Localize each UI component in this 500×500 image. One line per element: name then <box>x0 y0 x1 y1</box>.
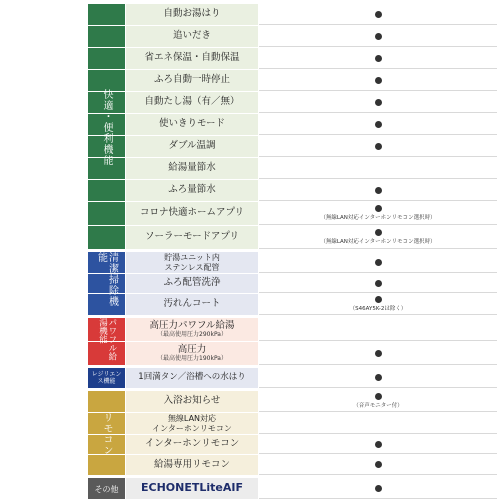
feature-label: 汚れんコート <box>126 294 259 315</box>
category-comfort-label: 快適・便利機能 <box>101 88 112 166</box>
available-dot-icon <box>375 99 382 106</box>
available-dot-icon <box>375 229 382 236</box>
available-dot-icon <box>375 11 382 18</box>
table-row <box>88 114 497 136</box>
available-dot-icon <box>375 33 382 40</box>
available-dot-icon <box>375 77 382 84</box>
value-cell <box>259 413 497 434</box>
table-row <box>88 4 497 26</box>
table-row <box>88 26 497 48</box>
feature-label: ふろ自動一時停止 <box>126 70 259 91</box>
value-cell <box>259 478 497 499</box>
feature-label: 自動お湯はり <box>126 4 259 25</box>
value-cell <box>259 391 497 412</box>
available-dot-icon <box>375 280 382 287</box>
feature-label: 高圧力パワフル給湯 （最高使用圧力290kPa） <box>126 318 259 341</box>
table-row <box>88 318 497 342</box>
value-cell <box>259 294 497 315</box>
value-cell <box>259 114 497 135</box>
available-dot-icon <box>375 485 382 492</box>
feature-label: コロナ快適ホームアプリ <box>126 202 259 225</box>
category-power-label: パワフル給湯機能 <box>97 318 117 361</box>
table-row <box>88 368 497 389</box>
available-dot-icon <box>375 259 382 266</box>
value-cell <box>259 455 497 475</box>
value-cell <box>259 4 497 25</box>
value-cell <box>259 318 497 341</box>
available-dot-icon <box>375 374 382 381</box>
available-dot-icon <box>375 350 382 357</box>
available-dot-icon <box>375 143 382 150</box>
value-cell <box>259 26 497 47</box>
value-cell <box>259 158 497 179</box>
feature-label <box>126 478 259 499</box>
table-row <box>88 180 497 202</box>
value-cell <box>259 48 497 69</box>
feature-label: 無線LAN対応 インターホンリモコン <box>126 413 259 434</box>
category-other-label: その他 <box>94 484 119 494</box>
table-row <box>88 342 497 366</box>
value-cell <box>259 274 497 293</box>
feature-label: 自動たし湯（有／無） <box>126 92 259 113</box>
feature-label: ダブル温調 <box>126 136 259 157</box>
table-row <box>88 136 497 158</box>
table-row <box>88 435 497 455</box>
table-row <box>88 294 497 316</box>
value-cell <box>259 202 497 225</box>
available-dot-icon <box>375 55 382 62</box>
feature-label: 給湯量節水 <box>126 158 259 179</box>
value-cell <box>259 226 497 249</box>
table-row <box>88 202 497 226</box>
value-cell <box>259 136 497 157</box>
table-row <box>88 252 497 274</box>
available-dot-icon <box>375 393 382 400</box>
table-row <box>88 48 497 70</box>
feature-label: 使いきりモード <box>126 114 259 135</box>
table-row <box>88 455 497 476</box>
category-cleaning-label: 清潔掃除機能 <box>95 252 118 307</box>
feature-table <box>88 4 497 500</box>
value-cell <box>259 70 497 91</box>
available-dot-icon <box>375 461 382 468</box>
table-row <box>88 478 497 500</box>
available-dot-icon <box>375 296 382 303</box>
feature-label: ふろ配管洗浄 <box>126 274 259 293</box>
feature-label: ふろ量節水 <box>126 180 259 201</box>
value-cell <box>259 92 497 113</box>
feature-label: 1回満タン／浴槽への水はり <box>126 368 259 388</box>
value-note: （S46AY5K-2は除く） <box>349 306 407 312</box>
table-row <box>88 413 497 435</box>
feature-label: 貯湯ユニット内 ステンレス配管 <box>126 252 259 273</box>
table-row <box>88 70 497 92</box>
feature-label: 高圧力 （最高使用圧力190kPa） <box>126 342 259 365</box>
feature-label: ソーラーモードアプリ <box>126 226 259 249</box>
feature-label: 給湯専用リモコン <box>126 455 259 475</box>
value-note: （無線LAN対応インターホンリモコン選択時） <box>320 239 436 245</box>
table-row <box>88 158 497 180</box>
value-cell <box>259 342 497 365</box>
value-cell <box>259 435 497 454</box>
value-cell <box>259 252 497 273</box>
value-note: （無線LAN対応インターホンリモコン選択時） <box>320 215 436 221</box>
feature-label: 省エネ保温・自動保温 <box>126 48 259 69</box>
available-dot-icon <box>375 441 382 448</box>
feature-label: 追いだき <box>126 26 259 47</box>
value-cell <box>259 180 497 201</box>
available-dot-icon <box>375 187 382 194</box>
available-dot-icon <box>375 205 382 212</box>
value-note: （音声モニター付） <box>353 403 403 409</box>
category-remote-label: リモコン <box>101 411 112 456</box>
table-row <box>88 92 497 114</box>
feature-label: 入浴お知らせ <box>126 391 259 412</box>
value-cell <box>259 368 497 388</box>
category-resilience-label: レジリエンス機能 <box>91 371 122 385</box>
table-row <box>88 274 497 294</box>
available-dot-icon <box>375 121 382 128</box>
table-row <box>88 226 497 250</box>
table-row <box>88 391 497 413</box>
feature-label: インターホンリモコン <box>126 435 259 454</box>
echonet-logo: ECHONETLiteAIF <box>141 481 243 495</box>
